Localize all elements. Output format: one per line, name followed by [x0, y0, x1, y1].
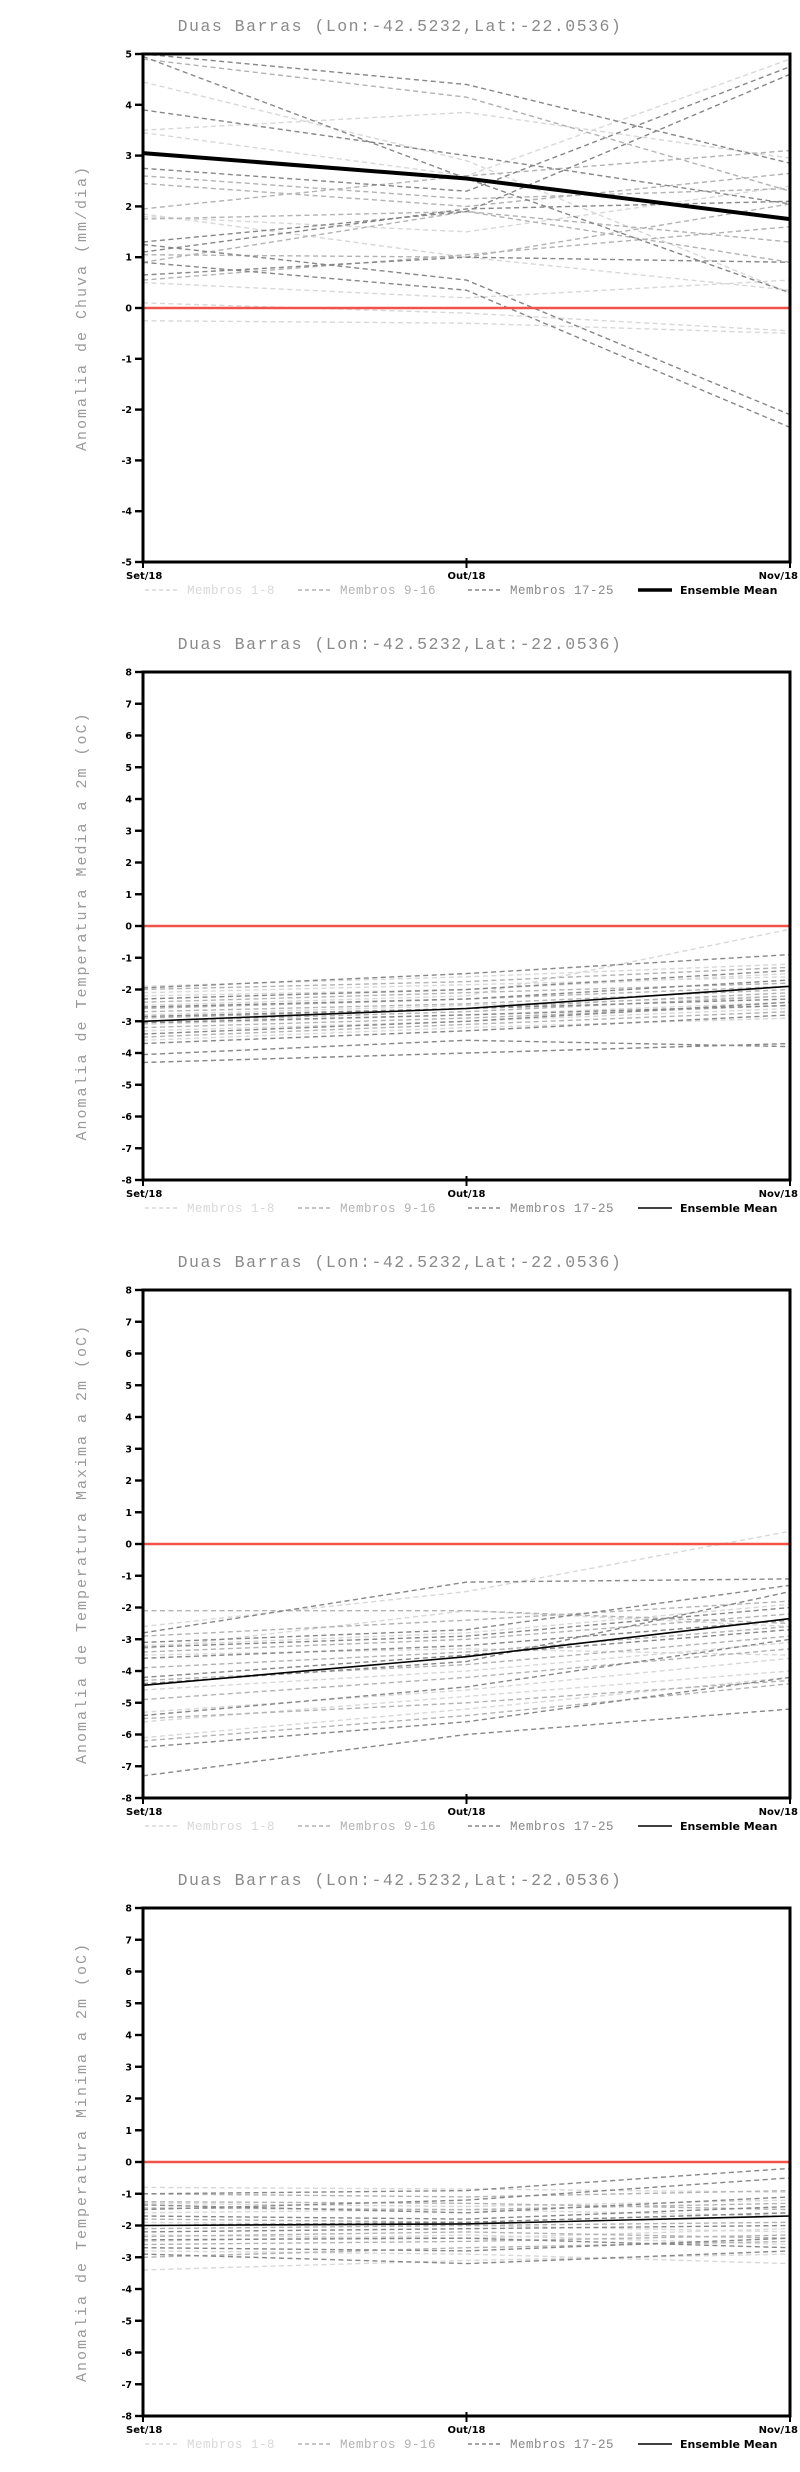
y-axis-label: Anomalia de Temperatura Maxima a 2m (oC) [74, 1323, 91, 1765]
y-tick-label: -2 [121, 405, 132, 417]
y-tick-label: 8 [125, 1903, 132, 1915]
member-line-group-1 [143, 977, 790, 993]
member-line-group-3 [143, 1044, 790, 1063]
member-line-group-3 [143, 2226, 790, 2232]
member-line-group-3 [143, 1015, 790, 1044]
legend-label: Membros 17-25 [510, 1202, 615, 1216]
y-tick-label: -7 [121, 2379, 132, 2391]
y-tick-label: 2 [125, 858, 132, 869]
member-line-group-1 [143, 214, 790, 290]
y-tick-label: 8 [125, 1285, 132, 1297]
legend-label: Membros 9-16 [340, 2438, 437, 2452]
y-tick-label: 0 [125, 921, 132, 933]
x-tick-label: Nov/18 [758, 1189, 798, 1200]
member-line-group-3 [143, 1579, 790, 1633]
y-tick-label: 1 [125, 252, 132, 264]
y-tick-label: -2 [121, 985, 132, 996]
min-temperature-anomaly-plot [0, 1854, 800, 2472]
legend-label: Membros 1-8 [187, 1202, 276, 1216]
y-tick-label: -5 [121, 1080, 132, 1092]
legend-mean-label: Ensemble Mean [680, 1202, 778, 1215]
y-tick-label: -7 [121, 1761, 132, 1773]
member-line-group-2 [143, 227, 790, 280]
chart-precipitation-anomaly [0, 0, 800, 618]
legend-label: Membros 1-8 [187, 1820, 276, 1834]
y-tick-label: 7 [125, 1317, 132, 1329]
y-tick-label: -6 [121, 2348, 132, 2359]
member-line-group-1 [143, 280, 790, 298]
y-tick-label: -4 [121, 506, 132, 518]
y-tick-label: 5 [125, 1380, 132, 1392]
x-tick-label: Nov/18 [758, 571, 798, 582]
x-tick-label: Set/18 [126, 1189, 163, 1200]
member-line-group-2 [143, 967, 790, 989]
legend-label: Membros 9-16 [340, 584, 437, 598]
x-tick-label: Out/18 [447, 1807, 486, 1818]
y-tick-label: -3 [121, 1016, 132, 1028]
y-tick-label: 1 [125, 889, 132, 901]
y-tick-label: -3 [121, 2252, 132, 2264]
y-tick-label: -1 [121, 2189, 132, 2201]
member-line-group-3 [143, 2251, 790, 2264]
y-tick-label: 7 [125, 699, 132, 711]
y-tick-label: 5 [125, 1998, 132, 2010]
y-tick-label: 8 [125, 667, 132, 679]
legend-label: Membros 1-8 [187, 584, 276, 598]
y-tick-label: 3 [125, 826, 132, 838]
x-tick-label: Nov/18 [758, 2425, 798, 2436]
y-tick-label: 0 [125, 2157, 132, 2169]
x-tick-label: Set/18 [126, 1807, 163, 1818]
y-tick-label: 5 [125, 762, 132, 774]
member-line-group-3 [143, 1677, 790, 1747]
legend-label: Membros 17-25 [510, 584, 615, 598]
y-tick-label: -5 [121, 557, 132, 569]
y-tick-label: 3 [125, 1444, 132, 1456]
member-line-group-1 [143, 321, 790, 334]
y-tick-label: -8 [121, 1175, 132, 1187]
member-line-group-1 [143, 1642, 790, 1690]
y-tick-label: -1 [121, 953, 132, 965]
y-tick-label: -1 [121, 354, 132, 366]
x-tick-label: Set/18 [126, 571, 163, 582]
y-tick-label: 2 [125, 2094, 132, 2105]
x-tick-label: Nov/18 [758, 1807, 798, 1818]
y-tick-label: -8 [121, 2411, 132, 2423]
mean-temperature-anomaly-plot [0, 618, 800, 1236]
member-line-group-1 [143, 59, 790, 176]
y-tick-label: 3 [125, 151, 132, 163]
y-tick-label: 0 [125, 1539, 132, 1551]
legend-label: Membros 9-16 [340, 1820, 437, 1834]
y-tick-label: 2 [125, 201, 132, 213]
member-line-group-1 [143, 1658, 790, 1712]
y-tick-label: 5 [125, 49, 132, 61]
y-axis-label: Anomalia de Chuva (mm/dia) [74, 164, 91, 452]
y-axis-label: Anomalia de Temperatura Media a 2m (oC) [74, 711, 91, 1141]
member-line-group-1 [143, 2187, 790, 2192]
member-line-group-2 [143, 1601, 790, 1636]
max-temperature-anomaly-plot [0, 1236, 800, 1854]
precipitation-anomaly-plot [0, 0, 800, 618]
y-tick-label: 2 [125, 1476, 132, 1487]
legend-label: Membros 17-25 [510, 2438, 615, 2452]
y-tick-label: -2 [121, 2221, 132, 2232]
legend-label: Membros 17-25 [510, 1820, 615, 1834]
legend-label: Membros 9-16 [340, 1202, 437, 1216]
y-tick-label: -2 [121, 1603, 132, 1614]
chart-title: Duas Barras (Lon:-42.5232,Lat:-22.0536) [177, 1871, 623, 1890]
member-line-group-3 [143, 67, 790, 192]
member-line-group-2 [143, 2191, 790, 2197]
y-tick-label: 1 [125, 1507, 132, 1519]
chart-max-temperature-anomaly [0, 1236, 800, 1854]
x-tick-label: Out/18 [447, 1189, 486, 1200]
chart-title: Duas Barras (Lon:-42.5232,Lat:-22.0536) [177, 1253, 623, 1272]
y-tick-label: 4 [125, 2030, 132, 2042]
member-line-group-3 [143, 1585, 790, 1642]
y-tick-label: -1 [121, 1571, 132, 1583]
y-tick-label: -8 [121, 1793, 132, 1805]
y-tick-label: -3 [121, 455, 132, 467]
chart-title: Duas Barras (Lon:-42.5232,Lat:-22.0536) [177, 635, 623, 654]
y-tick-label: 6 [125, 731, 132, 742]
y-tick-label: -5 [121, 1698, 132, 1710]
y-tick-label: -5 [121, 2316, 132, 2328]
y-tick-label: -4 [121, 1048, 132, 1060]
y-tick-label: 4 [125, 1412, 132, 1424]
member-line-group-3 [143, 1709, 790, 1776]
y-tick-label: -7 [121, 1143, 132, 1155]
y-tick-label: 1 [125, 2125, 132, 2137]
y-axis-label: Anomalia de Temperatura Minima a 2m (oC) [74, 1941, 91, 2383]
y-tick-label: 6 [125, 1349, 132, 1360]
member-line-group-1 [143, 2229, 790, 2239]
x-tick-label: Out/18 [447, 571, 486, 582]
chart-title: Duas Barras (Lon:-42.5232,Lat:-22.0536) [177, 17, 623, 36]
y-tick-label: 7 [125, 1935, 132, 1947]
y-tick-label: -4 [121, 2284, 132, 2296]
y-tick-label: 6 [125, 1967, 132, 1978]
member-line-group-3 [143, 2168, 790, 2193]
legend-mean-label: Ensemble Mean [680, 1820, 778, 1833]
y-tick-label: -6 [121, 1730, 132, 1741]
x-tick-label: Out/18 [447, 2425, 486, 2436]
y-tick-label: 4 [125, 794, 132, 806]
x-tick-label: Set/18 [126, 2425, 163, 2436]
legend-mean-label: Ensemble Mean [680, 2438, 778, 2451]
member-line-group-2 [143, 1636, 790, 1680]
chart-min-temperature-anomaly [0, 1854, 800, 2472]
legend-label: Membros 1-8 [187, 2438, 276, 2452]
member-line-group-1 [143, 112, 790, 158]
y-tick-label: 0 [125, 303, 132, 315]
chart-mean-temperature-anomaly [0, 618, 800, 1236]
legend-mean-label: Ensemble Mean [680, 584, 778, 597]
y-tick-label: 3 [125, 2062, 132, 2074]
member-line-group-1 [143, 82, 790, 293]
y-tick-label: -6 [121, 1112, 132, 1123]
y-tick-label: -4 [121, 1666, 132, 1678]
y-tick-label: -3 [121, 1634, 132, 1646]
y-tick-label: 4 [125, 100, 132, 112]
